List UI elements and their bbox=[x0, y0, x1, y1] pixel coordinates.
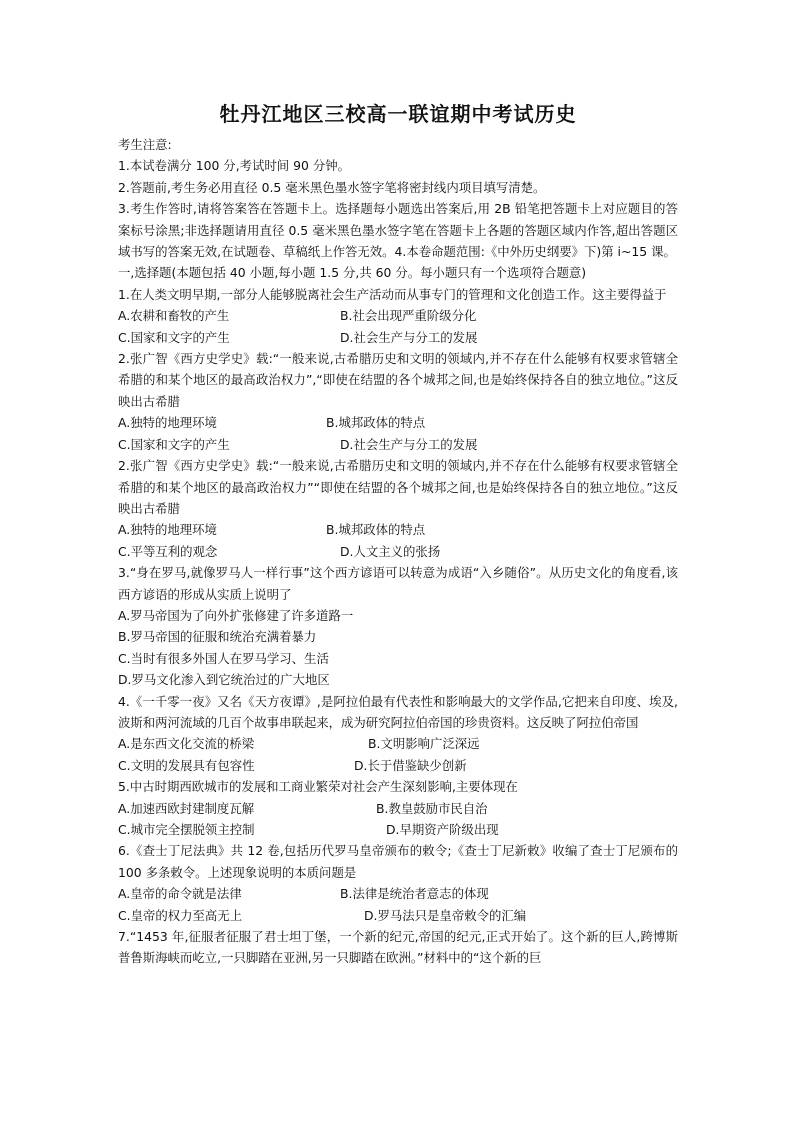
question-6-options-row-1 bbox=[118, 883, 678, 904]
option-b: B.法律是统治者意志的体现 bbox=[340, 886, 489, 902]
option-c: C.当时有很多外国人在罗马学习、生活 bbox=[118, 650, 329, 666]
question-4-options-row-2 bbox=[118, 755, 678, 776]
question-5-options-row-2 bbox=[118, 819, 678, 840]
question-6-options-row-2 bbox=[118, 905, 678, 926]
option-a: A.独特的地理环境 bbox=[118, 522, 217, 538]
question-4-stem: 4.《一千零一夜》又名《天方夜谭》,是阿拉伯最有代表性和影响最大的文学作品,它把来自印度、埃及,波斯和两河流域的几百个故事串联起来，成为研究阿拉伯帝国的珍贵资料。这反映了阿拉伯帝国 bbox=[118, 693, 678, 730]
question-2-repeat-options-row-2 bbox=[118, 541, 678, 562]
option-b: B.社会出现严重阶级分化 bbox=[340, 308, 477, 324]
option-c: C.平等互利的观念 bbox=[118, 543, 218, 559]
option-c: C.国家和文字的产生 bbox=[118, 329, 230, 345]
question-2-repeat-stem: 2.张广智《西方史学史》载:“一般来说,古希腊历史和文明的领域内,并不存在什么能够有权要求管辖全希腊的和某个地区的最高政治权力”“即使在结盟的各个城邦之间,也是始终保持各自的独立地位。”这反映出古希腊 bbox=[118, 458, 678, 516]
option-c: C.文明的发展具有包容性 bbox=[118, 757, 255, 773]
notice-1: 1.本试卷满分 100 分,考试时间 90 分钟。 bbox=[118, 158, 351, 174]
option-c: C.城市完全摆脱领主控制 bbox=[118, 822, 255, 837]
question-1-options-row-2 bbox=[118, 327, 678, 348]
option-b: B.城邦政体的特点 bbox=[326, 415, 426, 431]
option-a: A.是东西文化交流的桥梁 bbox=[118, 736, 255, 752]
question-5-stem: 5.中古时期西欧城市的发展和工商业繁荣对社会产生深刻影响,主要体现在 bbox=[118, 779, 518, 795]
option-a: A.农耕和畜牧的产生 bbox=[118, 308, 230, 324]
option-d: D.罗马法只是皇帝敕令的汇编 bbox=[364, 907, 527, 923]
option-b: B.罗马帝国的征服和统治充满着暴力 bbox=[118, 629, 317, 645]
option-b: B.教皇鼓励市民自治 bbox=[376, 800, 488, 816]
question-7-stem: 7.“1453 年,征服者征服了君士坦丁堡，一个新的纪元,帝国的纪元,正式开始了。这个新的巨人,跨博斯普鲁斯海峡而屹立,一只脚踏在亚洲,另一只脚踏在欧洲。”材料中的“这个新的巨 bbox=[118, 929, 678, 966]
question-5-options-row-1 bbox=[118, 798, 678, 819]
notice-3: 3.考生作答时,请将答案答在答题卡上。选择题每小题选出答案后,用 2B 铅笔把答题卡上对应题目的答案标号涂黑;非选择题请用直径 0.5 毫米黑色墨水签字笔在答题卡上各题的答题区域内作答,超出答题区域书写的答案无效,在试题卷、草稿纸上作答无效。4.本卷命题范围:《中外历史纲要》下)第 i~15 课。 bbox=[118, 201, 678, 260]
option-d: D.社会生产与分工的发展 bbox=[340, 436, 478, 452]
question-2-options-row-2 bbox=[118, 434, 678, 455]
option-d: D.人文主义的张扬 bbox=[340, 543, 441, 559]
question-4-options-row-1 bbox=[118, 733, 678, 754]
question-3-stem: 3.“身在罗马,就像罗马人一样行事”这个西方谚语可以转意为成语“入乡随俗”。从历史文化的角度看,该西方谚语的形成从实质上说明了 bbox=[118, 565, 678, 602]
notice-2: 2.答题前,考生务必用直径 0.5 毫米黑色墨水签字笔将密封线内项目填写清楚。 bbox=[118, 179, 546, 195]
option-c: C.皇帝的权力至高无上 bbox=[118, 907, 243, 923]
option-b: B.城邦政体的特点 bbox=[326, 522, 426, 538]
option-a: A.罗马帝国为了向外扩张修建了许多道路一 bbox=[118, 607, 354, 623]
option-d: D.早期资产阶级出现 bbox=[386, 822, 499, 837]
notice-header: 考生注意: bbox=[118, 137, 172, 152]
section-heading: 一,选择题(本题包括 40 小题,每小题 1.5 分,共 60 分。每小题只有一个选项符合题意) bbox=[118, 265, 587, 281]
option-a: A.加速西欧封建制度瓦解 bbox=[118, 800, 255, 816]
option-a: A.独特的地理环境 bbox=[118, 415, 217, 431]
option-d: D.社会生产与分工的发展 bbox=[340, 329, 478, 345]
question-2-options-row-1 bbox=[118, 412, 678, 433]
question-2-stem: 2.张广智《西方史学史》载:“一般来说,古希腊历史和文明的领域内,并不存在什么能够有权要求管辖全希腊的和某个地区的最高政治权力”,“即使在结盟的各个城邦之间,也是始终保持各自的独立地位。”这反映出古希腊 bbox=[118, 351, 678, 409]
option-d: D.罗马文化渗入到它统治过的广大地区 bbox=[118, 672, 330, 688]
exam-page bbox=[118, 100, 678, 969]
option-c: C.国家和文字的产生 bbox=[118, 436, 230, 452]
option-a: A.皇帝的命令就是法律 bbox=[118, 886, 242, 902]
option-d: D.长于借鉴缺少创新 bbox=[354, 757, 467, 773]
option-b: B.文明影响广泛深远 bbox=[368, 736, 480, 752]
page-title: 牡丹江地区三校高一联谊期中考试历史 bbox=[219, 102, 577, 126]
question-1-stem: 1.在人类文明早期,一部分人能够脱离社会生产活动而从事专门的管理和文化创造工作。这主要得益于 bbox=[118, 286, 667, 302]
question-1-options-row-1 bbox=[118, 305, 678, 326]
question-6-stem: 6.《查士丁尼法典》共 12 卷,包括历代罗马皇帝颁布的敕令;《查士丁尼新敕》收编了查士丁尼颁布的 100 多条敕令。上述现象说明的本质问题是 bbox=[118, 843, 678, 880]
question-2-repeat-options-row-1 bbox=[118, 519, 678, 540]
